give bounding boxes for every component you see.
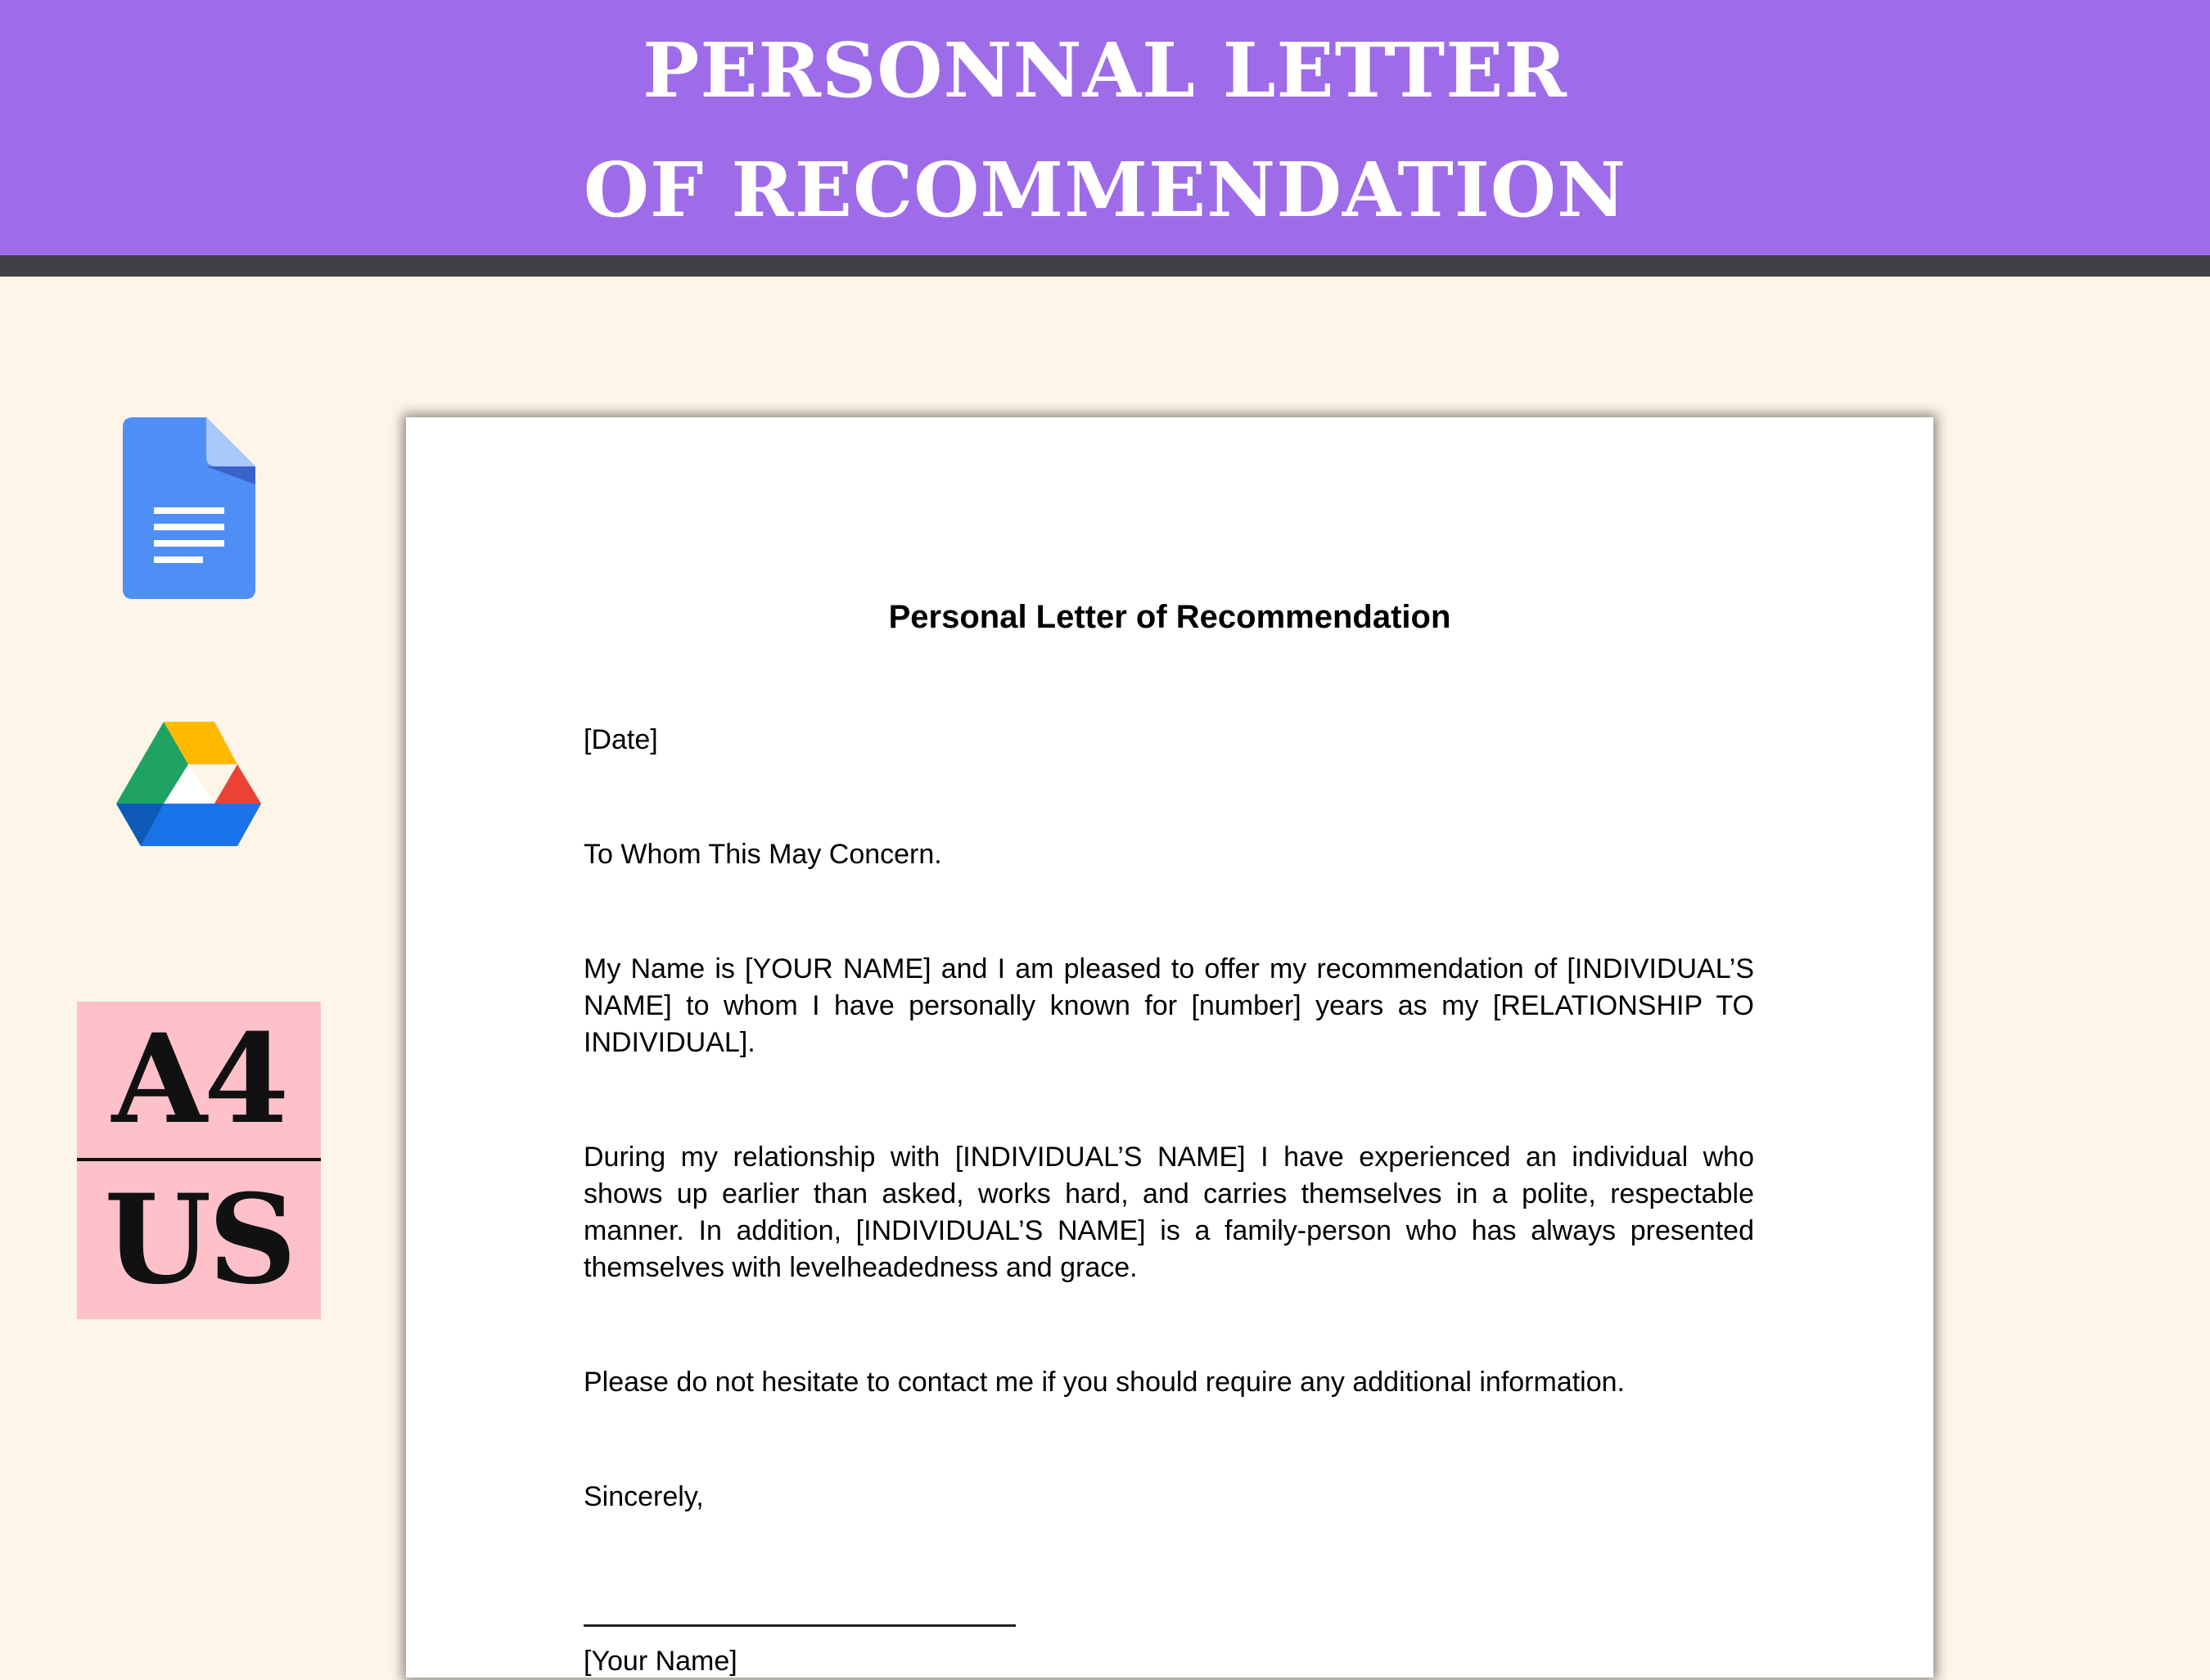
letter-paragraph-2: During my relationship with [INDIVIDUAL’S NAME] I have experienced an individual who shows up earlier than asked, works hard, and carries themselves in a polite, respectable manner. In addition, [INDIVIDUAL’S NAME] is a family-person who has always presented themselves with levelheadedness and grace. [584,1142,1754,1283]
google-docs-icon [123,417,255,599]
letter-date: [Date] [584,724,658,755]
signature-line [584,1624,1016,1627]
signature-name: [Your Name] [584,1646,737,1677]
google-drive-icon [116,718,261,849]
letter-paragraph-1: My Name is [YOUR NAME] and I am pleased to offer my recommendation of [INDIVIDUAL’S NAME] to whom I have personally known for [number] years as my [RELATIONSHIP TO INDIVIDUAL]. [584,953,1754,1058]
letter-document [406,417,1933,1678]
size-label-us: US [104,1168,294,1312]
letter-paragraph-3: Please do not hesitate to contact me if you should require any additional information. [584,1367,1625,1398]
size-label-a4: A4 [111,1007,286,1151]
letter-title: Personal Letter of Recommendation [888,599,1451,635]
letter-closing: Sincerely, [584,1481,704,1512]
header-stripe [0,255,2210,277]
size-divider [77,1158,321,1161]
banner-title-line1: PERSONNAL LETTER [643,26,1567,115]
banner-title-line2: OF RECOMMENDATION [583,146,1627,234]
paper-size-badge [77,1002,321,1319]
letter-greeting: To Whom This May Concern. [584,839,942,870]
